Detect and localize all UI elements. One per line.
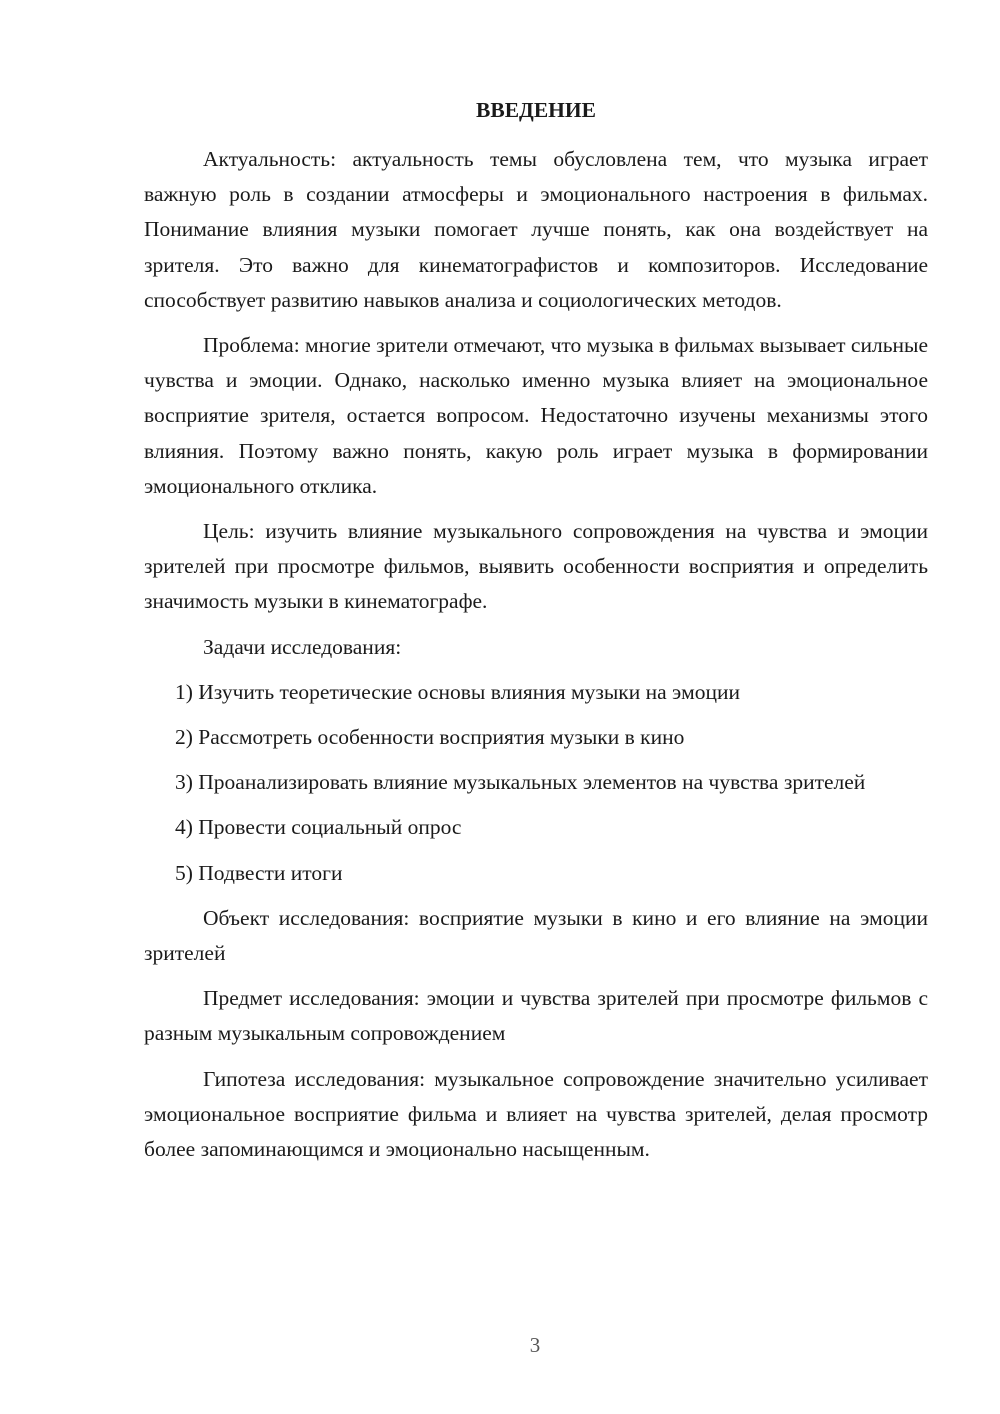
- hypothesis-paragraph: Гипотеза исследования: музыкальное сопровождение значительно усиливает эмоциональное восприятие фильма и влияет на чувства зрителей, делая просмотр более запоминающимся и эмоционально насыщенным.: [144, 1066, 928, 1162]
- tasks-title: Задачи исследования:: [203, 634, 402, 659]
- task-item: 3) Проанализировать влияние музыкальных элементов на чувства зрителей: [175, 770, 866, 795]
- goal-paragraph: Цель: изучить влияние музыкального сопровождения на чувства и эмоции зрителей при просмотре фильмов, выявить особенности восприятия и определить значимость музыки в кинематографе.: [144, 519, 928, 614]
- task-item: 2) Рассмотреть особенности восприятия музыки в кино: [175, 725, 685, 750]
- task-item: 4) Провести социальный опрос: [175, 815, 462, 840]
- task-item: 1) Изучить теоретические основы влияния музыки на эмоции: [175, 679, 740, 704]
- object-paragraph: Объект исследования: восприятие музыки в кино и его влияние на эмоции зрителей: [144, 905, 928, 966]
- problem-paragraph: Проблема: многие зрители отмечают, что музыка в фильмах вызывает сильные чувства и эмоции. Однако, насколько именно музыка влияет на эмоциональное восприятие зрителя, остается вопросом. Недостаточно изучены механизмы этого влияния. Поэтому важно понять, какую роль играет музыка в формировании эмоционального отклика.: [144, 333, 928, 498]
- subject-paragraph: Предмет исследования: эмоции и чувства зрителей при просмотре фильмов с разным музыкальным сопровождением: [144, 986, 928, 1046]
- page-number: 3: [529, 1333, 541, 1357]
- page-content: [144, 95, 928, 1177]
- section-heading: ВВЕДЕНИЕ: [476, 98, 596, 122]
- relevance-paragraph: Актуальность: актуальность темы обусловлена тем, что музыка играет важную роль в создании атмосферы и эмоционального настроения в фильмах. Понимание влияния музыки помогает лучше понять, как она воздействует на зрителя. Это важно для кинематографистов и композиторов. Исследование способствует развитию навыков анализа и социологических методов.: [144, 147, 928, 312]
- task-item: 5) Подвести итоги: [175, 860, 343, 885]
